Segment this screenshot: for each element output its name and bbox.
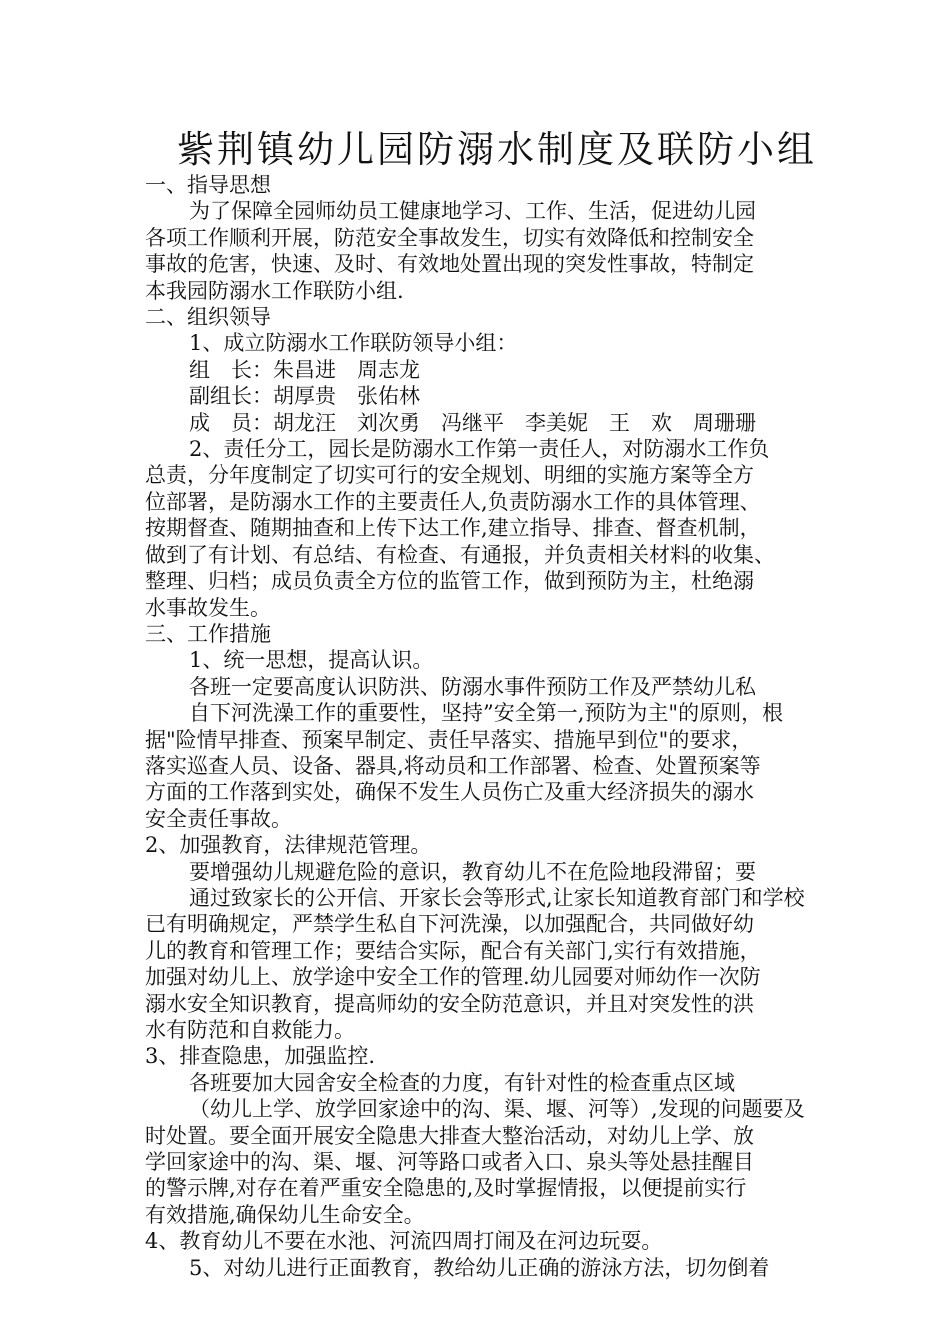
text-line: 加强对幼儿上、放学途中安全工作的管理.幼儿园要对师幼作一次防 <box>145 965 761 990</box>
text-line: 水事故发生。 <box>145 595 271 620</box>
text-line: 3、排查隐患，加强监控. <box>145 1044 376 1069</box>
text-line: 各班要加大园舍安全检查的力度，有针对性的检查重点区域 <box>189 1070 735 1095</box>
text-line: 自下河洗澡工作的重要性，坚持”安全第一,预防为主"的原则，根 <box>189 701 784 726</box>
text-line: 事故的危害，快速、及时、有效地处置出现的突发性事故，特制定 <box>145 252 754 277</box>
text-line: 儿的教育和管理工作；要结合实际，配合有关部门,实行有效措施， <box>145 938 761 963</box>
text-line: 一、指导思想 <box>145 173 271 197</box>
text-line: 做到了有计划、有总结、有检查、有通报，并负责相关材料的收集、 <box>145 542 775 567</box>
text-line: 溺水安全知识教育，提高师幼的安全防范意识，并且对突发性的洪 <box>145 991 754 1016</box>
text-line: 2、责任分工，园长是防溺水工作第一责任人，对防溺水工作负 <box>189 437 770 462</box>
text-line: 本我园防溺水工作联防小组. <box>145 278 404 303</box>
text-line: 总责，分年度制定了切实可行的安全规划、明细的实施方案等全方 <box>145 463 754 488</box>
document-body <box>145 172 817 1281</box>
text-line: 1、成立防溺水工作联防领导小组： <box>189 331 518 356</box>
page-title: 紫荆镇幼儿园防溺水制度及联防小组 <box>177 128 817 171</box>
text-line: 副组长：胡厚贵 张佑林 <box>189 384 420 409</box>
text-line: （幼儿上学、放学回家途中的沟、渠、堰、河等）,发现的问题要及 <box>189 1097 805 1122</box>
text-line: 安全责任事故。 <box>145 806 292 831</box>
text-line: 二、组织领导 <box>145 305 271 330</box>
text-line: 位部署，是防溺水工作的主要责任人,负责防溺水工作的具体管理、 <box>145 489 761 514</box>
text-line: 落实巡查人员、设备、器具,将动员和工作部署、检查、处置预案等 <box>145 753 761 778</box>
text-line: 为了保障全园师幼员工健康地学习、工作、生活，促进幼儿园 <box>189 199 756 224</box>
text-line: 各项工作顺利开展，防范安全事故发生，切实有效降低和控制安全 <box>145 225 754 250</box>
text-line: 成 员：胡龙汪 刘次勇 冯继平 李美妮 王 欢 周珊珊 <box>189 410 756 435</box>
text-line: 有效措施,确保幼儿生命安全。 <box>145 1202 425 1227</box>
text-line: 的警示牌,对存在着严重安全隐患的,及时掌握情报，以便提前实行 <box>145 1176 747 1201</box>
text-line: 组 长：朱昌进 周志龙 <box>189 357 420 382</box>
text-line: 据"险情早排查、预案早制定、责任早落实、措施早到位"的要求， <box>145 727 753 752</box>
text-line: 水有防范和自救能力。 <box>145 1018 355 1042</box>
text-line: 整理、归档；成员负责全方位的监管工作，做到预防为主，杜绝溺 <box>145 569 754 594</box>
text-line: 已有明确规定，严禁学生私自下河洗澡，以加强配合，共同做好幼 <box>145 912 754 937</box>
text-line: 三、工作措施 <box>145 621 271 646</box>
text-line: 各班一定要高度认识防洪、防溺水事件预防工作及严禁幼儿私 <box>189 674 756 699</box>
text-line: 方面的工作落到实处，确保不发生人员伤亡及重大经济损失的溺水 <box>145 780 754 805</box>
text-line: 1、统一思想，提高认识。 <box>189 648 434 673</box>
text-line: 5、对幼儿进行正面教育，教给幼儿正确的游泳方法，切勿倒着 <box>189 1255 770 1280</box>
text-line: 按期督查、随期抽查和上传下达工作,建立指导、排查、督查机制， <box>145 516 761 541</box>
text-line: 2、加强教育，法律规范管理。 <box>145 833 432 858</box>
text-line: 要增强幼儿规避危险的意识，教育幼儿不在危险地段滞留；要 <box>189 859 756 884</box>
text-line: 通过致家长的公开信、开家长会等形式,让家长知道教育部门和学校 <box>189 885 805 910</box>
text-line: 时处置。要全面开展安全隐患大排查大整治活动，对幼儿上学、放 <box>145 1123 754 1148</box>
text-line: 4、教育幼儿不要在水池、河流四周打闹及在河边玩耍。 <box>145 1229 663 1254</box>
text-line: 学回家途中的沟、渠、堰、河等路口或者入口、泉头等处悬挂醒目 <box>145 1150 754 1175</box>
